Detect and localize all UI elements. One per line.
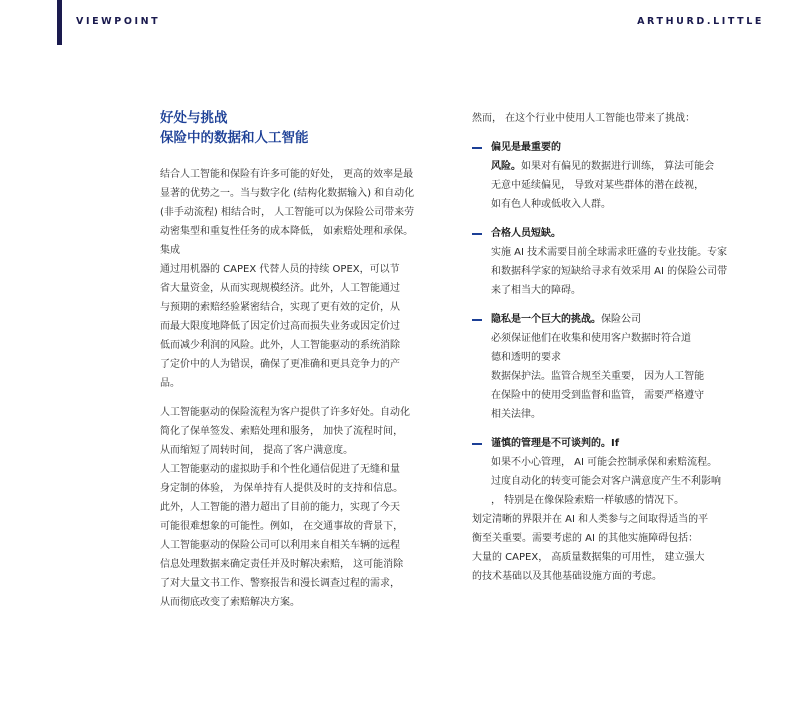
text-line: 从而缩短了周转时间， 提高了客户满意度。 xyxy=(160,445,354,456)
text-line: 人工智能驱动的虚拟助手和个性化通信促进了无缝和量 xyxy=(160,464,400,475)
text-line: 身定制的体验， 为保单持有人提供及时的支持和信息。 xyxy=(160,483,404,494)
text-line: 大量的 CAPEX， 高质量数据集的可用性， 建立强大 xyxy=(472,552,705,563)
title-line-1: 好处与挑战 xyxy=(160,110,228,126)
challenge-body-line xyxy=(472,491,772,510)
closing-paragraph xyxy=(472,510,772,586)
challenge-item xyxy=(472,138,772,214)
text-line: 了对大量文书工作、警察报告和漫长调查过程的需求， xyxy=(160,578,400,589)
body-text: 必须保证他们在收集和使用客户数据时符合道 xyxy=(491,333,691,344)
challenge-body-line xyxy=(472,367,772,386)
body-text: 来了相当大的障碍。 xyxy=(491,285,581,296)
text-line: 划定清晰的界限并在 AI 和人类参与之间取得适当的平 xyxy=(472,514,709,525)
right-column xyxy=(472,109,772,586)
text-line: 简化了保单签发、索赔处理和服务， 加快了流程时间， xyxy=(160,426,404,437)
page-title xyxy=(160,108,309,148)
title-line-2: 保险中的数据和人工智能 xyxy=(160,130,309,146)
body-text: ， 特别是在像保险索赔一样敏感的情况下。 xyxy=(491,495,685,506)
section-label: VIEWPOINT xyxy=(76,16,161,27)
challenge-item xyxy=(472,224,772,300)
challenge-body-line xyxy=(472,262,772,281)
challenge-heading-text: 谨慎的管理是不可谈判的。If xyxy=(491,438,620,449)
body-text: 过度自动化的转变可能会对客户满意度产生不利影响 xyxy=(491,476,721,487)
body-text: 相关法律。 xyxy=(491,409,541,420)
benefits-paragraph-1 xyxy=(160,165,450,393)
challenge-heading xyxy=(472,138,772,157)
challenge-item xyxy=(472,434,772,510)
challenge-body-line xyxy=(472,472,772,491)
text-line: 结合人工智能和保险有许多可能的好处， 更高的效率是最 xyxy=(160,169,414,180)
body-text: 在保险中的使用受到监督和监管， 需要严格遵守 xyxy=(491,390,705,401)
text-line: 集成 xyxy=(160,245,180,256)
challenge-body-line xyxy=(472,348,772,367)
text-line: 而最大限度地降低了因定价过高而损失业务或因定价过 xyxy=(160,321,400,332)
text-line: 通过用机器的 CAPEX 代替人员的持续 OPEX，可以节 xyxy=(160,264,400,275)
bullet-dash-icon xyxy=(472,233,482,235)
challenge-body-line xyxy=(472,157,772,176)
text-line: 省大量资金，从而实现规模经济。此外，人工智能通过 xyxy=(160,283,400,294)
challenge-body-line xyxy=(472,386,772,405)
text-line: 动密集型和重复性任务的成本降低， 如索赔处理和承保。 xyxy=(160,226,414,237)
challenge-heading xyxy=(472,434,772,453)
header-accent-bar xyxy=(57,0,62,45)
body-text: 德和透明的要求 xyxy=(491,352,561,363)
body-text: 如果不小心管理， AI 可能会控制承保和索赔流程。 xyxy=(491,457,718,468)
text-line: 人工智能驱动的保险公司可以利用来自相关车辆的远程 xyxy=(160,540,400,551)
challenge-body-line xyxy=(472,195,772,214)
text-line: 可能很难想象的可能性。例如， 在交通事故的背景下， xyxy=(160,521,404,532)
challenge-body-line xyxy=(472,405,772,424)
challenge-heading-text: 偏见是最重要的 xyxy=(491,142,561,153)
challenge-body-line xyxy=(472,243,772,262)
challenge-heading xyxy=(472,310,772,329)
challenge-heading xyxy=(472,224,772,243)
body-text: 实施 AI 技术需要目前全球需求旺盛的专业技能。专家 xyxy=(491,247,728,258)
challenge-body-line xyxy=(472,281,772,300)
left-column xyxy=(160,165,450,612)
text-line: 品。 xyxy=(160,378,180,389)
benefits-paragraph-2 xyxy=(160,403,450,612)
challenge-item xyxy=(472,310,772,424)
challenge-heading-text: 合格人员短缺。 xyxy=(491,228,561,239)
text-line: 人工智能驱动的保险流程为客户提供了许多好处。自动化 xyxy=(160,407,410,418)
bullet-dash-icon xyxy=(472,319,482,321)
text-line: 低而减少利润的风险。此外，人工智能驱动的系统消除 xyxy=(160,340,400,351)
text-line: 信息处理数据来确定责任并及时解决索赔， 这可能消除 xyxy=(160,559,404,570)
inline-bold-text: 风险。 xyxy=(491,161,521,172)
body-text: 如有色人种或低收入人群。 xyxy=(491,199,611,210)
challenge-body-line xyxy=(472,329,772,348)
text-line: 此外，人工智能的潜力超出了目前的能力，实现了今天 xyxy=(160,502,400,513)
challenges-intro: 然而， 在这个行业中使用人工智能也带来了挑战： xyxy=(472,113,696,124)
text-line: 衡至关重要。需要考虑的 AI 的其他实施障碍包括： xyxy=(472,533,699,544)
body-text: 数据保护法。监管合规至关重要， 因为人工智能 xyxy=(491,371,705,382)
text-line: 与预期的索赔经验紧密结合，实现了更有效的定价，从 xyxy=(160,302,400,313)
text-line: 从而彻底改变了索赔解决方案。 xyxy=(160,597,300,608)
text-line: 显著的优势之一。当与数字化 (结构化数据输入) 和自动化 xyxy=(160,188,415,199)
body-text: 如果对有偏见的数据进行训练， 算法可能会 xyxy=(521,161,715,172)
brand-logo-text: ARTHURD.LITTLE xyxy=(637,16,764,27)
challenge-heading-tail: 保险公司 xyxy=(601,314,641,325)
text-line: (非手动流程) 相结合时， 人工智能可以为保险公司带来劳 xyxy=(160,207,415,218)
bullet-dash-icon xyxy=(472,147,482,149)
challenge-body-line xyxy=(472,176,772,195)
text-line: 了定价中的人为错误，确保了更准确和更具竞争力的产 xyxy=(160,359,400,370)
text-line: 的技术基础以及其他基础设施方面的考虑。 xyxy=(472,571,662,582)
challenge-body-line xyxy=(472,453,772,472)
challenge-heading-text: 隐私是一个巨大的挑战。 xyxy=(491,314,601,325)
bullet-dash-icon xyxy=(472,443,482,445)
body-text: 和数据科学家的短缺给寻求有效采用 AI 的保险公司带 xyxy=(491,266,728,277)
body-text: 无意中延续偏见， 导致对某些群体的潜在歧视， xyxy=(491,180,705,191)
